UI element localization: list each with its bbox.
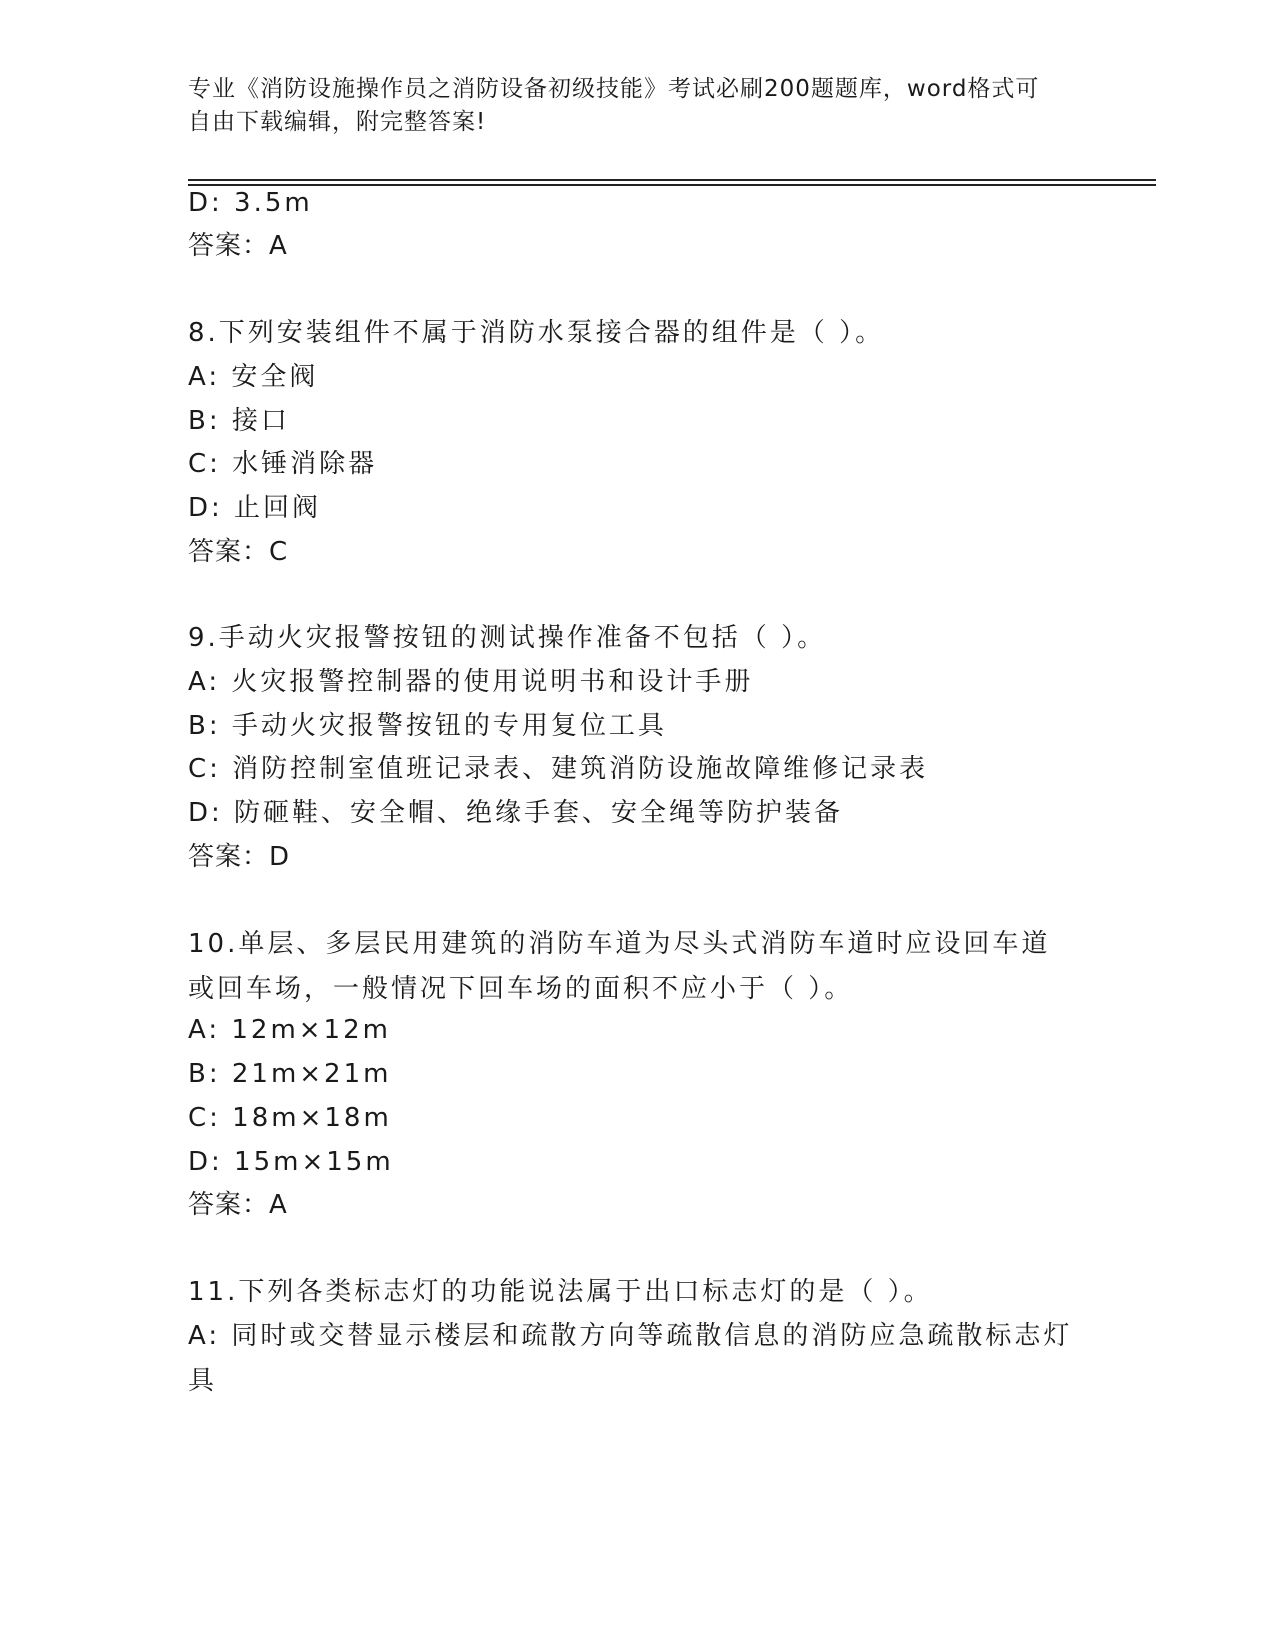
header-line-1: 专业《消防设施操作员之消防设备初级技能》考试必刷200题题库，word格式可 (188, 76, 1040, 102)
q8-answer: 答案：C (188, 537, 289, 567)
q10-answer: 答案：A (188, 1190, 288, 1220)
q9-option-a: A: 火灾报警控制器的使用说明书和设计手册 (188, 667, 754, 697)
q10-option-c: C: 18m×18m (188, 1103, 392, 1133)
q9-answer: 答案：D (188, 842, 291, 872)
q8-option-b: B: 接口 (188, 406, 290, 436)
q7-option-d: D: 3.5m (188, 188, 313, 218)
header-divider-bottom (188, 184, 1156, 186)
q8-option-d: D: 止回阀 (188, 493, 322, 523)
q11-option-a: A: 同时或交替显示楼层和疏散方向等疏散信息的消防应急疏散标志灯具 (188, 1321, 1073, 1396)
q9-stem: 9.手动火灾报警按钮的测试操作准备不包括（ ）。 (188, 623, 827, 653)
q9-option-b: B: 手动火灾报警按钮的专用复位工具 (188, 711, 667, 741)
q7-answer: 答案：A (188, 231, 288, 261)
q10-stem: 10.单层、多层民用建筑的消防车道为尽头式消防车道时应设回车道或回车场，一般情况下回车场的面积不应小于（ ）。 (188, 929, 1051, 1004)
document-header (188, 73, 1088, 139)
q10-option-b: B: 21m×21m (188, 1059, 392, 1089)
q9-option-d: D: 防砸鞋、安全帽、绝缘手套、安全绳等防护装备 (188, 798, 844, 828)
q8-stem: 8.下列安装组件不属于消防水泵接合器的组件是（ ）。 (188, 318, 885, 348)
q8-option-a: A: 安全阀 (188, 362, 319, 392)
q11-stem: 11.下列各类标志灯的功能说法属于出口标志灯的是（ ）。 (188, 1277, 933, 1307)
q10-option-d: D: 15m×15m (188, 1147, 394, 1177)
q8-option-c: C: 水锤消除器 (188, 449, 378, 479)
q10-option-a: A: 12m×12m (188, 1015, 391, 1045)
header-line-2: 自由下载编辑，附完整答案! (188, 109, 487, 135)
q9-option-c: C: 消防控制室值班记录表、建筑消防设施故障维修记录表 (188, 754, 929, 784)
header-divider-top (188, 179, 1156, 181)
